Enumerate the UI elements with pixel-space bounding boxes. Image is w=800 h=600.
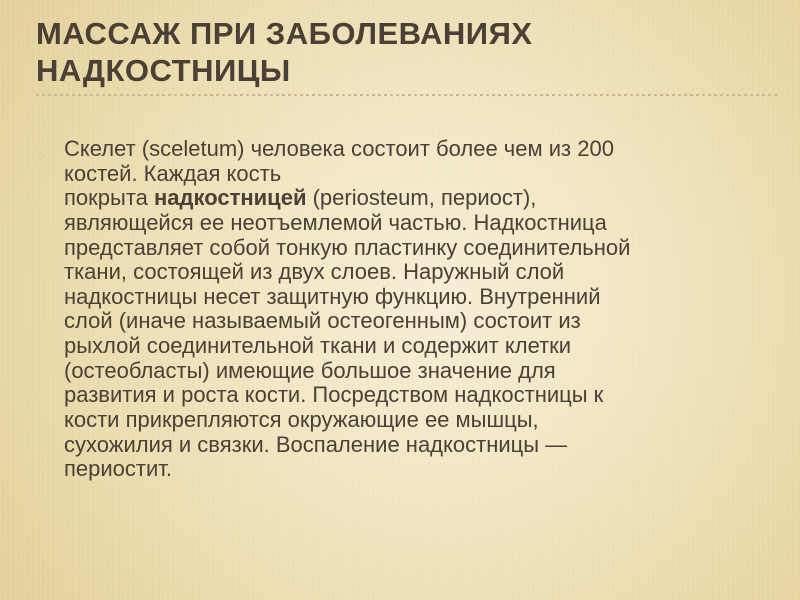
body-line-8: слой (иначе называемый остеогенным) состоит из	[64, 308, 581, 334]
body-line-4: являющейся ее неотъемлемой частью. Надкостница	[64, 209, 607, 235]
highlight-term: надкостницей	[154, 185, 307, 211]
body-line-10: (остеобласты) имеющие большое значение для	[64, 357, 556, 383]
slide-title-line-2: НАДКОСТНИЦЫ	[36, 52, 291, 88]
body-line-7: надкостницы несет защитную функцию. Внутренний	[64, 283, 601, 309]
slide-content	[34, 137, 784, 482]
slide-title-line-1: МАССАЖ ПРИ ЗАБОЛЕВАНИЯХ	[36, 16, 533, 51]
body-line-6: ткани, состоящей из двух слоев. Наружный слой	[64, 259, 565, 285]
body-line-1: Скелет (sceletum) человека состоит более чем из 200	[64, 136, 614, 161]
body-line-14: периостит.	[64, 456, 173, 482]
body-line-11: развития и роста кости. Посредством надкостницы к	[64, 382, 604, 408]
body-line-2: костей. Каждая кость	[64, 160, 282, 186]
body-line-9: рыхлой соединительной ткани и содержит клетки	[64, 333, 572, 358]
title-divider	[36, 94, 778, 96]
body-line-12: кости прикрепляются окружающие ее мышцы,	[64, 406, 539, 432]
bullet-item	[34, 137, 784, 482]
body-line-3-suffix: (periosteum, периост),	[306, 185, 537, 211]
body-line-5: представляет собой тонкую пластинку соединительной	[64, 234, 631, 260]
body-line-3	[64, 186, 784, 211]
body-paragraph	[64, 137, 784, 482]
body-line-3-prefix: покрыта	[64, 185, 154, 211]
slide-title	[36, 16, 756, 89]
hollow-arrow-icon	[34, 144, 48, 158]
body-line-13: сухожилия и связки. Воспаление надкостницы —	[64, 431, 568, 457]
